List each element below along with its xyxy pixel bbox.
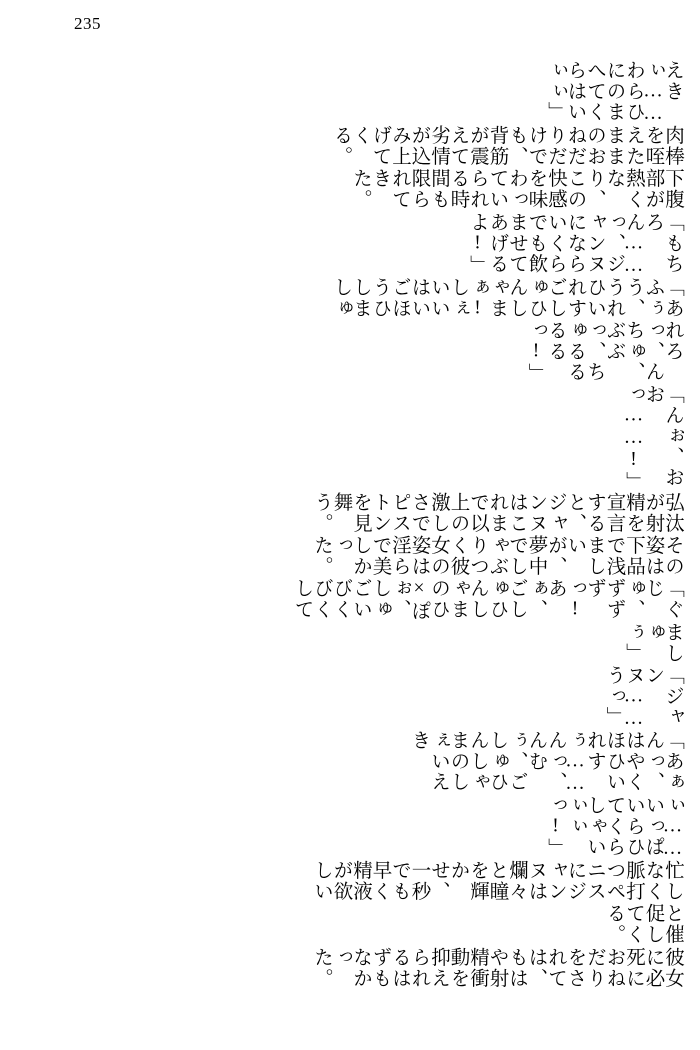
text-line: 「あふぅう、うれひいれすごしゅひんしゃまぁ! しぇいいはいごほうひしましゅ (330, 276, 683, 342)
text-line: 弘汰が射精を宣言すると、ジャンヌはこれまで以上の激しさでピストンを見舞う。 (311, 491, 683, 534)
text-line: 肉棒を咥えたままのおねだりだけでも、背筋が震えて劣情が込み上げてくる。 (330, 125, 683, 167)
text-line: その姿は下品で浅ましいが、夢中でしゃぶりつく彼女の姿は淫らで美しかった。 (311, 534, 683, 577)
text-line: 「んぉ、おおっ……!」 (623, 383, 683, 492)
text-line: えきぃ……わらひにのまへてくらはいぃぃ」 (545, 60, 683, 126)
text-line: 「ジャンヌ……うっ」 (603, 664, 683, 730)
text-line: れろっ、んちゅ、ぶぶっ、ちゅるるるるっ!」 (525, 320, 683, 384)
page-number: 235 (74, 14, 101, 33)
text-line: 「もちろん……っ、ジャンヌにならいくらでも飲ませてあげるよ!」 (467, 211, 683, 277)
text-line: 彼女に必死におねだりをされては、もはや射精衝動を抑えられるはずもなかった。 (311, 946, 683, 989)
text-line: ましゅぅ」 (623, 621, 683, 663)
text-line: 「ぐじゅ、ずずずっ! あぁ、ごしゅひんしゃまのひ×ぽぉ、しゅごいびくびくして (291, 578, 683, 644)
text-line: と催促してくる。 (603, 903, 683, 945)
text-line: 下腹部が熱くなり、この快感を味わっていられる時間も限られてきた。 (350, 168, 683, 210)
body-text-block (30, 60, 682, 990)
text-line: ぃ……いっぱいらひてくらしゃいぃぃっ!」 (545, 795, 683, 861)
text-line: 「あぁんっ、はやくほひいれすぅ……んっ、んむぅ、ごしゅひんしゃまのしぇいえき (408, 729, 683, 796)
text-line: 忙しなく脈打つペニスにジャンヌは爛々と瞳を輝かせ、一秒でも早く精液が欲しい (311, 860, 683, 902)
